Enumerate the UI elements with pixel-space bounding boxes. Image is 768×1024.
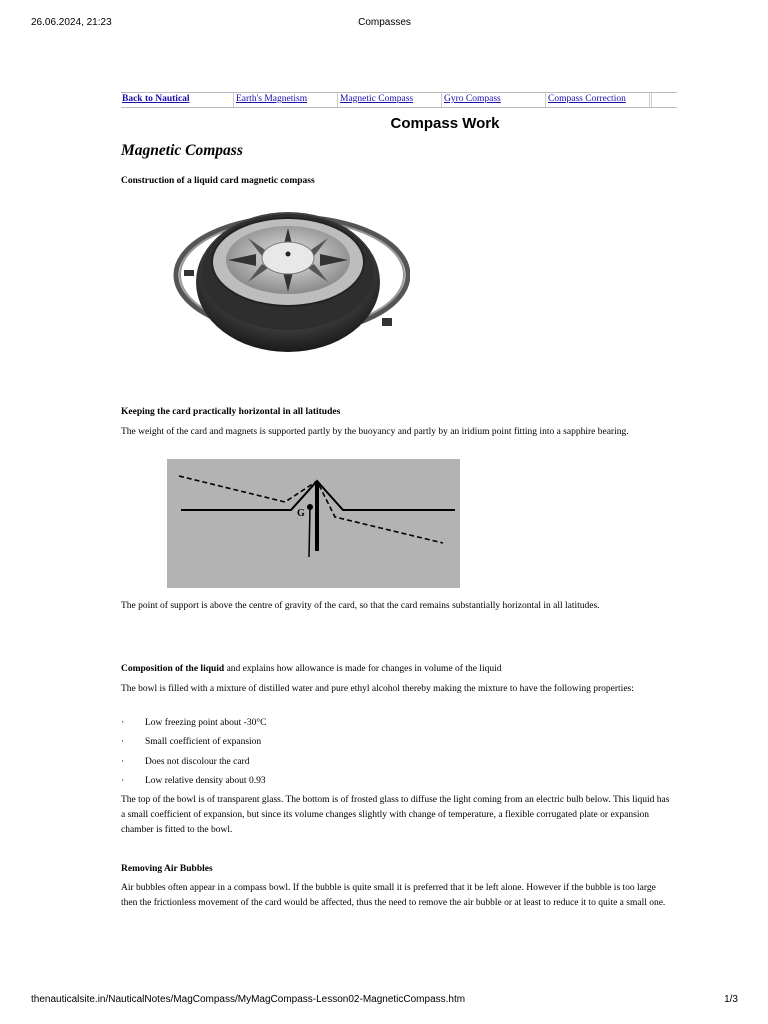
list-item-text: Small coefficient of expansion [145,737,262,747]
bubbles-paragraph: Air bubbles often appear in a compass bowl. If the bubble is quite small it is preferred that it be left alone. However if the bubble is too large then the frictionless movement of the card would be affected, thus the need to remove the air bubble or at least to reduce it to quite a small one. [121,883,666,908]
nav-link-magnetic-compass[interactable]: Magnetic Compass [340,94,414,104]
pivot-diagram [167,459,460,588]
keeping-heading: Keeping the card practically horizontal in all latitudes [121,407,341,417]
list-item-text: Low relative density about 0.93 [145,776,266,786]
list-item-text: Low freezing point about -30°C [145,718,267,728]
nav-link-compass-correction[interactable]: Compass Correction [548,94,626,104]
nav-divider [337,93,338,107]
composition-heading: Composition of the liquid [121,664,225,674]
nav-bar [121,92,677,108]
nav-divider [545,93,546,107]
construction-heading: Construction of a liquid card magnetic compass [121,176,315,186]
print-header [31,17,738,31]
print-page-title: Compasses [358,17,411,28]
composition-paragraph [121,662,671,677]
section-heading: Magnetic Compass [121,142,243,159]
compass-photo [170,190,410,360]
nav-divider [441,93,442,107]
glass-paragraph: The top of the bowl is of transparent glass. The bottom is of frosted glass to diffuse the light coming from an electric bulb below. This liquid has a small coefficient of expansion, but since its volume changes slightly with change of temperature, a flexible corrugated plate or expansion chamber is fitted to the bowl. [121,795,670,835]
bullet: · [121,737,125,747]
composition-rest: and explains how allowance is made for changes in volume of the liquid [224,664,502,674]
support-paragraph: The point of support is above the centre of gravity of the card, so that the card remains substantially horizontal in all latitudes. [121,601,600,611]
print-url: thenauticalsite.in/NauticalNotes/MagCompass/MyMagCompass-Lesson02-MagneticCompass.htm [31,994,466,1005]
pivot-diagram-drawing [167,459,460,588]
nav-link-back-to-nautical[interactable]: Back to Nautical [122,94,190,104]
keeping-paragraph: The weight of the card and magnets is supported partly by the buoyancy and partly by an iridium point fitting into a sapphire bearing. [121,427,629,437]
nav-link-earths-magnetism[interactable]: Earth's Magnetism [236,94,308,104]
print-page-number: 1/3 [724,994,738,1005]
bubbles-heading: Removing Air Bubbles [121,864,213,874]
list-item-text: Does not discolour the card [145,757,250,767]
nav-link-gyro-compass[interactable]: Gyro Compass [444,94,501,104]
print-footer [31,994,738,1008]
bullet: · [121,757,125,767]
bullet: · [121,776,125,786]
nav-divider [649,93,650,107]
page-title: Compass Work [390,115,500,132]
diagram-label-g: G [297,508,305,519]
nav-divider [651,93,652,107]
bullet: · [121,718,125,728]
bowl-paragraph: The bowl is filled with a mixture of distilled water and pure ethyl alcohol thereby making the mixture to have the following properties: [121,684,634,694]
nav-divider [233,93,234,107]
print-datetime: 26.06.2024, 21:23 [31,17,112,28]
